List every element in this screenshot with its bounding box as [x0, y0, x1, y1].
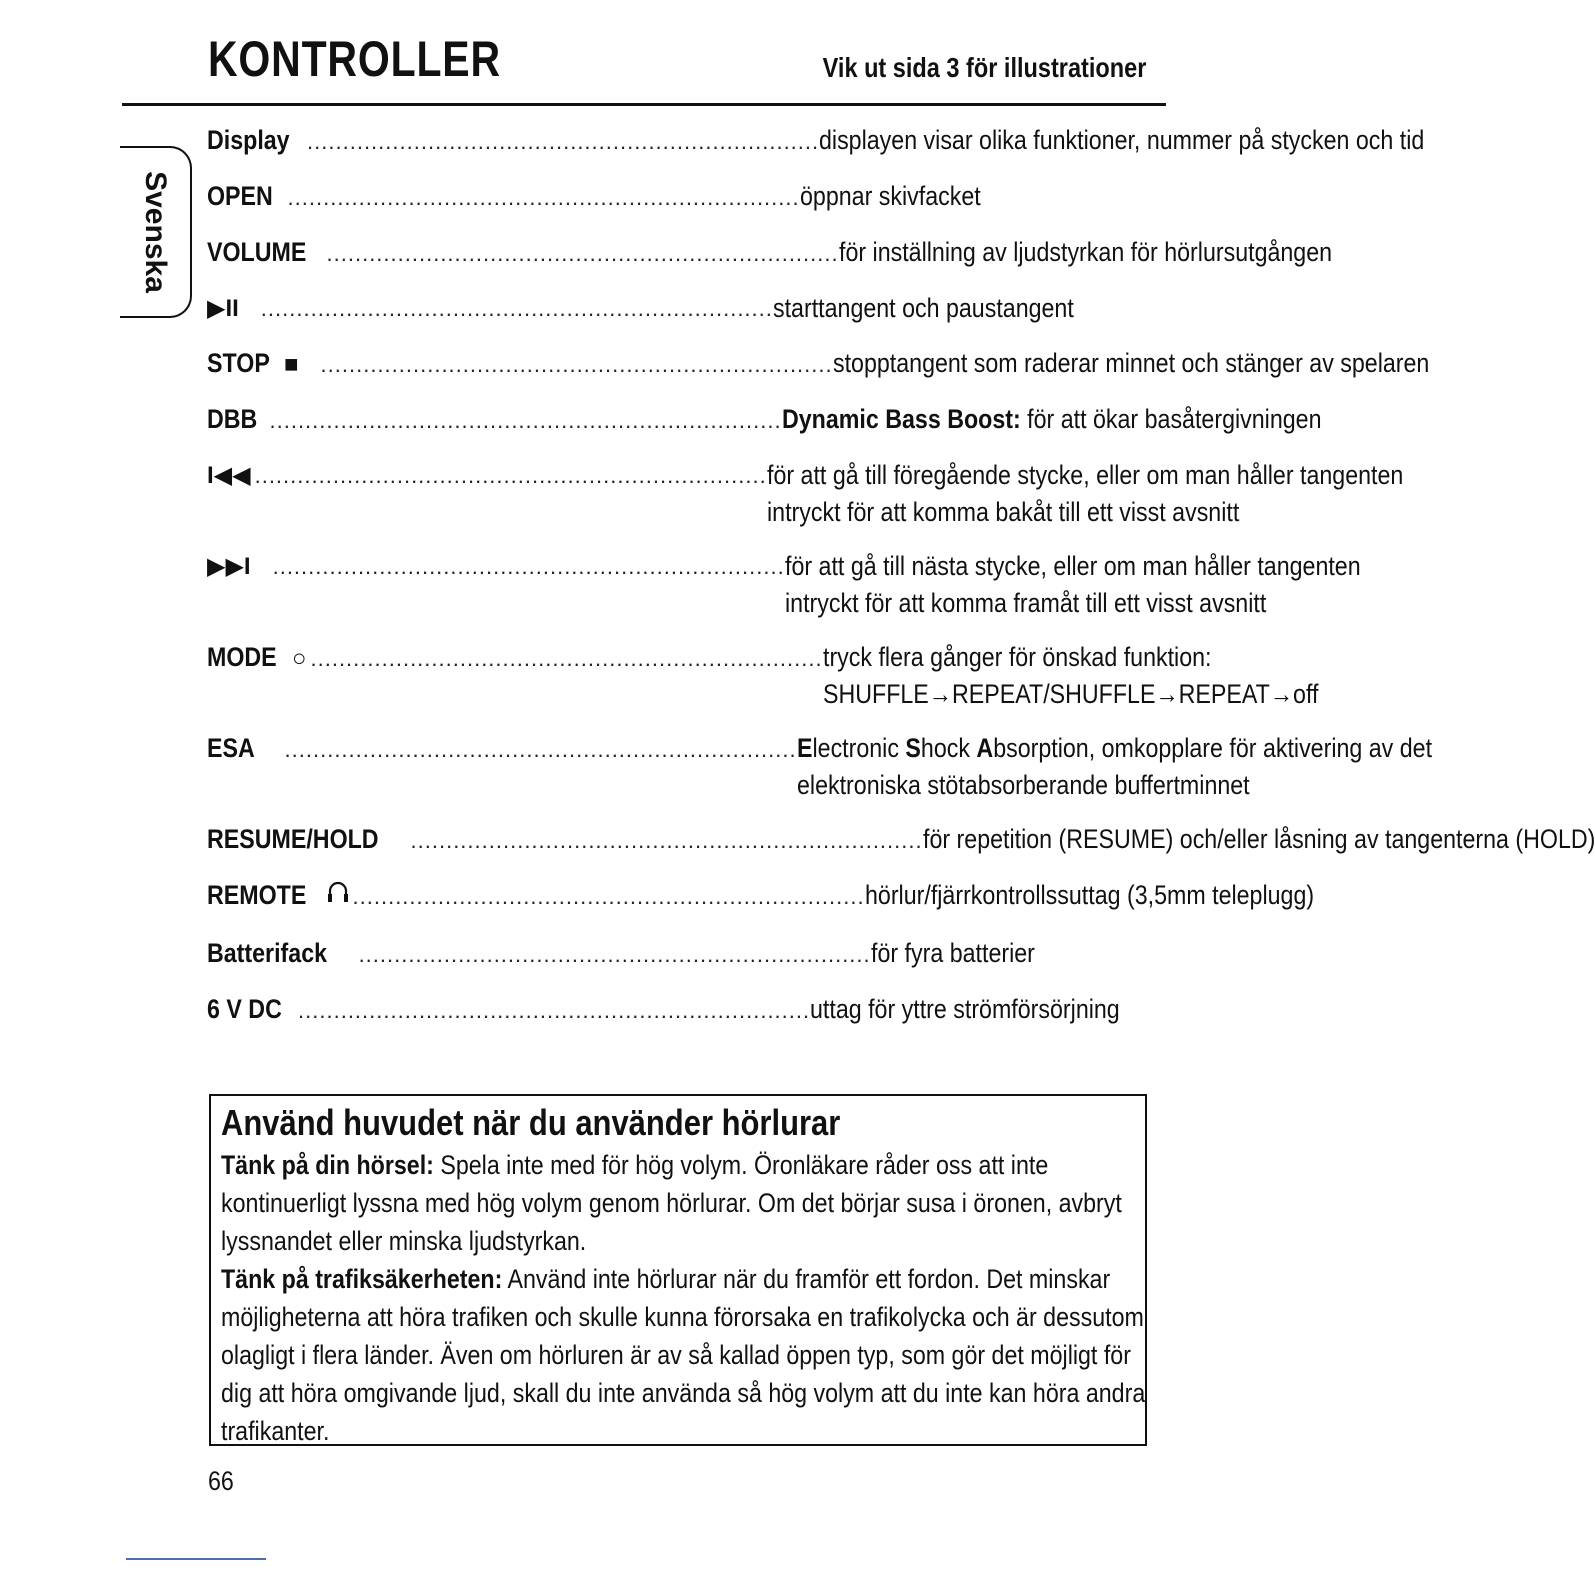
leader-dots: ........................................................................: [410, 828, 923, 853]
esa-text: hock: [920, 733, 977, 763]
esa-letter-e: E: [796, 733, 813, 763]
control-row-open: [207, 178, 1167, 216]
description-line: för att gå till nästa stycke, eller om man håller tangenten: [784, 551, 1361, 581]
control-row-volume: [207, 234, 1332, 272]
control-row-mode: [207, 639, 1319, 713]
leader-dots: ........................................................................: [272, 554, 785, 579]
control-term: STOP: [207, 348, 270, 378]
hearing-text: Spela inte med för hög volym. Öronläkare råder oss att inte kontinuerligt lyssna med hög volym genom hörlurar. Om det börjar susa i öronen, avbryt lyssnandet eller minska ljudstyrkan.: [221, 1150, 1122, 1256]
leader-dots: ........................................................................: [260, 296, 773, 321]
traffic-paragraph: [221, 1260, 1146, 1450]
control-description: stopptangent som raderar minnet och stänger av spelaren: [832, 348, 1429, 378]
control-term: OPEN: [207, 181, 273, 211]
control-row-remote: [207, 877, 1314, 917]
headphone-warning-box: [209, 1094, 1147, 1446]
control-row-dbb: [207, 401, 1322, 439]
control-description: uttag för yttre strömförsörjning: [810, 994, 1120, 1024]
leader-dots: ........................................................................: [284, 737, 797, 762]
leader-dots: ........................................................................: [310, 646, 823, 671]
headphones-icon: [327, 880, 349, 917]
traffic-text: Använd inte hörlurar när du framför ett fordon. Det minskar möjligheterna att höra trafiken och skulle kunna förorsaka en trafikolycka och är dessutom olagligt i flera länder. Även om hörluren är av så kallad öppen typ, som gör det möjligt för dig att höra omgivande ljud, skall du inte använda så hög volym att du inte kan höra andra trafikanter.: [221, 1264, 1146, 1446]
language-tab-label: Svenska: [139, 171, 172, 293]
controls-list: [207, 122, 1595, 1047]
leader-dots: ........................................................................: [326, 241, 839, 266]
esa-text: lectronic: [812, 733, 906, 763]
control-term: ESA: [207, 733, 255, 763]
control-description: för repetition (RESUME) och/eller låsning av tangenterna (HOLD): [922, 824, 1595, 854]
page-number: 66: [208, 1466, 234, 1496]
control-term: REMOTE: [207, 880, 307, 910]
control-term: DBB: [207, 404, 258, 434]
control-term: 6 V DC: [207, 994, 282, 1024]
control-row-esa: [207, 730, 1432, 804]
control-row-previous: [207, 457, 1404, 531]
leader-dots: ........................................................................: [254, 463, 767, 488]
control-description: för fyra batterier: [870, 938, 1035, 968]
hearing-lead: Tänk på din hörsel:: [221, 1150, 434, 1180]
control-description: öppnar skivfacket: [799, 181, 981, 211]
play-pause-icon: ▶II: [207, 295, 239, 322]
control-description: [785, 548, 1361, 622]
control-term: Batterifack: [207, 938, 328, 968]
leader-dots: ........................................................................: [358, 942, 871, 967]
control-description: hörlur/fjärrkontrollssuttag (3,5mm teleplugg): [864, 880, 1314, 910]
control-row-next: [207, 548, 1361, 622]
control-description: [767, 457, 1403, 531]
control-row-battery: [207, 935, 1167, 973]
language-tab: [120, 146, 192, 318]
control-description: starttangent och paustangent: [772, 293, 1074, 323]
leader-dots: ........................................................................: [320, 352, 833, 377]
description-line: SHUFFLE→REPEAT/SHUFFLE→REPEAT→off: [822, 679, 1319, 709]
control-description: för inställning av ljudstyrkan för hörlursutgången: [838, 237, 1332, 267]
esa-letter-s: S: [905, 733, 921, 763]
scan-artifact-line: [126, 1558, 266, 1560]
description-line: intryckt för att komma framåt till ett visst avsnitt: [784, 588, 1266, 618]
leader-dots: ........................................................................: [298, 998, 811, 1023]
traffic-lead: Tänk på trafiksäkerheten:: [221, 1264, 503, 1294]
control-row-dc: [207, 991, 1167, 1029]
esa-letter-a: A: [976, 733, 993, 763]
stop-icon: ■: [284, 351, 299, 378]
control-description: displayen visar olika funktioner, nummer på stycken och tid: [819, 125, 1425, 155]
description-line: elektroniska stötabsorberande buffertminnet: [796, 770, 1250, 800]
control-term: VOLUME: [207, 237, 307, 267]
skip-previous-icon: I◀◀: [207, 462, 251, 489]
hearing-paragraph: [221, 1146, 1146, 1260]
mode-circle-icon: ○: [292, 645, 307, 672]
header-rule: [122, 103, 1166, 106]
control-row-stop: [207, 345, 1429, 383]
control-term: Display: [207, 125, 290, 155]
skip-next-icon: ▶▶I: [207, 553, 251, 580]
control-row-resume-hold: [207, 821, 1595, 859]
control-term: MODE: [207, 642, 277, 672]
description-line: tryck flera gånger för önskad funktion:: [822, 642, 1212, 672]
dbb-text: för att ökar basåtergivningen: [1020, 404, 1322, 434]
control-description: [782, 401, 1321, 438]
page-title: KONTROLLER: [208, 31, 501, 87]
leader-dots: ........................................................................: [269, 408, 782, 433]
esa-text: bsorption, omkopplare för aktivering av det: [992, 733, 1432, 763]
control-row-play-pause: [207, 290, 1167, 327]
control-description: [797, 730, 1432, 804]
page-subtitle: Vik ut sida 3 för illustrationer: [822, 52, 1146, 83]
leader-dots: ........................................................................: [307, 129, 820, 154]
dbb-lead: Dynamic Bass Boost:: [781, 404, 1021, 434]
warning-heading: Använd huvudet när du använder hörlurar: [221, 1102, 841, 1143]
control-description: [823, 639, 1318, 713]
control-term: RESUME/HOLD: [207, 824, 379, 854]
description-line: för att gå till föregående stycke, eller om man håller tangenten: [766, 460, 1404, 490]
description-line: intryckt för att komma bakåt till ett visst avsnitt: [766, 497, 1239, 527]
description-line: [797, 730, 1432, 767]
leader-dots: ........................................................................: [287, 185, 800, 210]
leader-dots: ........................................................................: [352, 884, 865, 909]
control-row-display: [207, 122, 1425, 160]
